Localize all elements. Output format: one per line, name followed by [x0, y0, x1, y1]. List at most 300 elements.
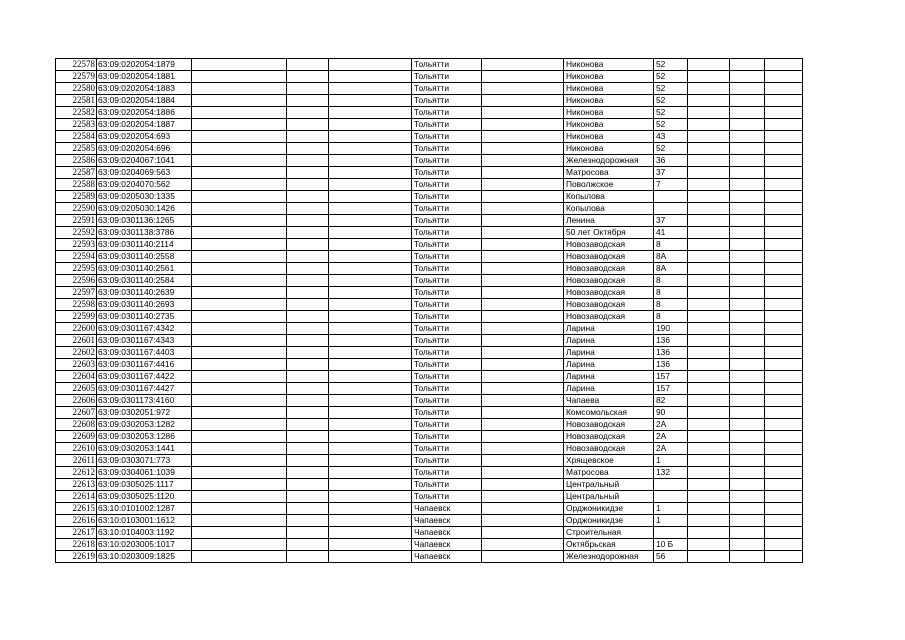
cell-row-number: 22602 [56, 347, 97, 359]
cell-col-g [482, 407, 564, 419]
cell-col-l [765, 371, 803, 383]
cell-house-number: 136 [654, 335, 688, 347]
cell-col-j [688, 371, 730, 383]
table-row [56, 371, 803, 383]
cell-house-number: 82 [654, 395, 688, 407]
cell-street: Орджоникидзе [564, 503, 654, 515]
spreadsheet-table [55, 58, 803, 563]
table-row [56, 383, 803, 395]
cell-col-k [730, 371, 765, 383]
cell-col-e [329, 455, 412, 467]
cell-col-e [329, 275, 412, 287]
cell-house-number: 7 [654, 179, 688, 191]
cell-city: Тольятти [412, 263, 482, 275]
cell-row-number: 22609 [56, 431, 97, 443]
cell-city: Тольятти [412, 371, 482, 383]
table-row [56, 191, 803, 203]
cell-street: Новозаводская [564, 311, 654, 323]
cell-col-c [192, 539, 287, 551]
cell-cadastral-number: 63:09:0204070:562 [97, 179, 192, 191]
cell-city: Тольятти [412, 239, 482, 251]
table-row [56, 203, 803, 215]
cell-row-number: 22593 [56, 239, 97, 251]
cell-col-d [287, 527, 329, 539]
cell-col-j [688, 479, 730, 491]
cell-row-number: 22607 [56, 407, 97, 419]
cell-col-g [482, 503, 564, 515]
cell-col-d [287, 107, 329, 119]
cell-col-l [765, 167, 803, 179]
cell-col-d [287, 335, 329, 347]
cell-city: Тольятти [412, 119, 482, 131]
cell-col-j [688, 299, 730, 311]
cell-col-d [287, 215, 329, 227]
cell-col-g [482, 359, 564, 371]
cell-col-l [765, 251, 803, 263]
cell-city: Тольятти [412, 227, 482, 239]
cell-col-j [688, 275, 730, 287]
cell-street: Никонова [564, 71, 654, 83]
cell-col-c [192, 131, 287, 143]
cell-cadastral-number: 63:09:0301167:4422 [97, 371, 192, 383]
cell-row-number: 22619 [56, 551, 97, 563]
cell-row-number: 22578 [56, 59, 97, 71]
cell-col-g [482, 143, 564, 155]
cell-row-number: 22592 [56, 227, 97, 239]
cell-col-e [329, 119, 412, 131]
cell-city: Тольятти [412, 155, 482, 167]
cell-row-number: 22608 [56, 419, 97, 431]
cell-row-number: 22599 [56, 311, 97, 323]
table-row [56, 359, 803, 371]
cell-col-g [482, 371, 564, 383]
cell-city: Чапаевск [412, 551, 482, 563]
cell-col-c [192, 431, 287, 443]
cell-col-l [765, 503, 803, 515]
cell-row-number: 22581 [56, 95, 97, 107]
cell-col-k [730, 287, 765, 299]
table-row [56, 443, 803, 455]
cell-col-l [765, 191, 803, 203]
cell-col-c [192, 383, 287, 395]
cell-col-g [482, 515, 564, 527]
cell-row-number: 22617 [56, 527, 97, 539]
cell-col-l [765, 59, 803, 71]
cell-col-g [482, 419, 564, 431]
cell-col-e [329, 323, 412, 335]
cell-col-j [688, 143, 730, 155]
cell-cadastral-number: 63:09:0204069:563 [97, 167, 192, 179]
cell-row-number: 22587 [56, 167, 97, 179]
cell-row-number: 22613 [56, 479, 97, 491]
cell-house-number: 2А [654, 431, 688, 443]
cell-cadastral-number: 63:09:0301140:2584 [97, 275, 192, 287]
cell-col-k [730, 239, 765, 251]
cell-col-e [329, 539, 412, 551]
cell-cadastral-number: 63:09:0202054:1883 [97, 83, 192, 95]
cell-col-c [192, 347, 287, 359]
cell-col-c [192, 503, 287, 515]
cell-city: Тольятти [412, 383, 482, 395]
cell-cadastral-number: 63:09:0302053:1441 [97, 443, 192, 455]
cell-col-k [730, 491, 765, 503]
cell-col-k [730, 311, 765, 323]
cell-house-number: 37 [654, 215, 688, 227]
cell-row-number: 22597 [56, 287, 97, 299]
cell-house-number: 52 [654, 95, 688, 107]
cell-city: Тольятти [412, 59, 482, 71]
cell-city: Тольятти [412, 311, 482, 323]
cell-row-number: 22610 [56, 443, 97, 455]
cell-col-c [192, 71, 287, 83]
cell-col-d [287, 383, 329, 395]
cell-col-k [730, 359, 765, 371]
cell-col-l [765, 407, 803, 419]
cell-col-j [688, 455, 730, 467]
cell-col-j [688, 59, 730, 71]
cell-house-number: 8 [654, 275, 688, 287]
cell-col-c [192, 551, 287, 563]
cell-col-k [730, 419, 765, 431]
cell-house-number: 1 [654, 455, 688, 467]
cell-col-c [192, 143, 287, 155]
cell-cadastral-number: 63:09:0301173:4160 [97, 395, 192, 407]
table-row [56, 491, 803, 503]
cell-city: Тольятти [412, 479, 482, 491]
table-row [56, 431, 803, 443]
cell-cadastral-number: 63:09:0301140:2735 [97, 311, 192, 323]
cell-col-l [765, 395, 803, 407]
cell-city: Тольятти [412, 107, 482, 119]
cell-col-c [192, 395, 287, 407]
table-row [56, 419, 803, 431]
cell-col-c [192, 119, 287, 131]
cell-col-d [287, 467, 329, 479]
table-row [56, 239, 803, 251]
cell-house-number: 52 [654, 119, 688, 131]
cell-col-k [730, 443, 765, 455]
cell-col-c [192, 203, 287, 215]
cell-col-k [730, 431, 765, 443]
cell-house-number: 52 [654, 71, 688, 83]
cell-col-e [329, 515, 412, 527]
cell-col-d [287, 347, 329, 359]
cell-col-j [688, 383, 730, 395]
cell-city: Тольятти [412, 251, 482, 263]
cell-row-number: 22586 [56, 155, 97, 167]
table-row [56, 59, 803, 71]
cell-col-e [329, 431, 412, 443]
cell-street: Ларина [564, 359, 654, 371]
cell-col-e [329, 311, 412, 323]
cell-col-e [329, 263, 412, 275]
cell-cadastral-number: 63:09:0305025:1120 [97, 491, 192, 503]
cell-col-g [482, 59, 564, 71]
cell-col-g [482, 83, 564, 95]
cell-street: Никонова [564, 119, 654, 131]
cell-col-d [287, 275, 329, 287]
cell-row-number: 22585 [56, 143, 97, 155]
cell-col-g [482, 311, 564, 323]
cell-col-c [192, 443, 287, 455]
cell-street: Новозаводская [564, 263, 654, 275]
cell-street: Строительная [564, 527, 654, 539]
cell-cadastral-number: 63:09:0202054:1886 [97, 107, 192, 119]
cell-col-k [730, 119, 765, 131]
cell-col-j [688, 287, 730, 299]
cell-col-d [287, 395, 329, 407]
cell-col-j [688, 95, 730, 107]
cell-col-d [287, 515, 329, 527]
cell-city: Тольятти [412, 467, 482, 479]
cell-col-k [730, 251, 765, 263]
cell-house-number: 56 [654, 551, 688, 563]
cell-cadastral-number: 63:09:0301140:2639 [97, 287, 192, 299]
cell-row-number: 22584 [56, 131, 97, 143]
cell-col-e [329, 299, 412, 311]
cell-city: Тольятти [412, 431, 482, 443]
cell-street: Копылова [564, 191, 654, 203]
cell-col-l [765, 287, 803, 299]
cell-city: Тольятти [412, 443, 482, 455]
cell-city: Чапаевск [412, 515, 482, 527]
cell-row-number: 22588 [56, 179, 97, 191]
cell-col-j [688, 335, 730, 347]
cell-col-d [287, 191, 329, 203]
cell-city: Тольятти [412, 407, 482, 419]
table-row [56, 83, 803, 95]
cell-col-l [765, 95, 803, 107]
cell-col-k [730, 155, 765, 167]
cell-col-k [730, 467, 765, 479]
cell-col-e [329, 467, 412, 479]
cell-cadastral-number: 63:09:0303071:773 [97, 455, 192, 467]
cell-cadastral-number: 63:10:0104003:1192 [97, 527, 192, 539]
cell-col-k [730, 203, 765, 215]
cell-col-d [287, 227, 329, 239]
cell-cadastral-number: 63:09:0302051:972 [97, 407, 192, 419]
cell-street: Ларина [564, 323, 654, 335]
cell-house-number: 52 [654, 59, 688, 71]
table-row [56, 455, 803, 467]
table-row [56, 299, 803, 311]
cell-row-number: 22618 [56, 539, 97, 551]
cell-street: Орджоникидзе [564, 515, 654, 527]
cell-col-g [482, 335, 564, 347]
cell-col-e [329, 395, 412, 407]
cell-col-g [482, 539, 564, 551]
cell-col-c [192, 335, 287, 347]
cell-col-l [765, 203, 803, 215]
cell-col-k [730, 143, 765, 155]
cell-col-c [192, 95, 287, 107]
cell-street: Новозаводская [564, 239, 654, 251]
cell-col-c [192, 287, 287, 299]
cell-house-number: 52 [654, 143, 688, 155]
cell-col-c [192, 239, 287, 251]
cell-col-j [688, 491, 730, 503]
cell-row-number: 22606 [56, 395, 97, 407]
cell-col-j [688, 179, 730, 191]
table-row [56, 311, 803, 323]
cell-col-l [765, 431, 803, 443]
cell-city: Тольятти [412, 347, 482, 359]
cell-col-d [287, 263, 329, 275]
cell-col-g [482, 323, 564, 335]
cell-col-c [192, 251, 287, 263]
cell-col-k [730, 407, 765, 419]
cell-col-d [287, 311, 329, 323]
cell-col-d [287, 455, 329, 467]
cell-col-j [688, 503, 730, 515]
cell-row-number: 22591 [56, 215, 97, 227]
table-row [56, 551, 803, 563]
cell-street: Никонова [564, 131, 654, 143]
cell-street: Поволжское [564, 179, 654, 191]
cell-col-g [482, 203, 564, 215]
table-row [56, 131, 803, 143]
cell-col-c [192, 479, 287, 491]
cell-col-l [765, 347, 803, 359]
cell-col-c [192, 371, 287, 383]
cell-col-d [287, 359, 329, 371]
cell-row-number: 22616 [56, 515, 97, 527]
cell-cadastral-number: 63:09:0202054:1881 [97, 71, 192, 83]
cell-col-g [482, 191, 564, 203]
cell-house-number: 2А [654, 443, 688, 455]
cell-col-j [688, 227, 730, 239]
cell-col-c [192, 215, 287, 227]
cell-city: Тольятти [412, 359, 482, 371]
cell-street: Новозаводская [564, 251, 654, 263]
cell-col-c [192, 179, 287, 191]
cell-row-number: 22612 [56, 467, 97, 479]
cell-col-g [482, 395, 564, 407]
cell-col-j [688, 359, 730, 371]
cell-col-l [765, 419, 803, 431]
cell-col-e [329, 347, 412, 359]
cell-col-k [730, 515, 765, 527]
cell-house-number: 52 [654, 83, 688, 95]
cell-col-c [192, 191, 287, 203]
cell-col-e [329, 503, 412, 515]
cell-col-l [765, 239, 803, 251]
cell-house-number [654, 479, 688, 491]
cell-city: Тольятти [412, 203, 482, 215]
cell-col-g [482, 251, 564, 263]
table-row [56, 143, 803, 155]
cell-col-c [192, 227, 287, 239]
cell-col-j [688, 251, 730, 263]
cell-street: 50 лет Октября [564, 227, 654, 239]
cell-house-number: 1 [654, 503, 688, 515]
cell-col-d [287, 239, 329, 251]
cell-col-k [730, 503, 765, 515]
cell-col-k [730, 263, 765, 275]
cell-col-j [688, 83, 730, 95]
cell-row-number: 22603 [56, 359, 97, 371]
cell-col-k [730, 131, 765, 143]
cell-col-d [287, 143, 329, 155]
cell-house-number: 43 [654, 131, 688, 143]
cell-col-e [329, 155, 412, 167]
cell-col-c [192, 323, 287, 335]
table-row [56, 167, 803, 179]
cell-col-l [765, 179, 803, 191]
cell-row-number: 22604 [56, 371, 97, 383]
cell-col-l [765, 155, 803, 167]
cell-house-number: 8 [654, 311, 688, 323]
cell-house-number: 157 [654, 383, 688, 395]
cell-col-k [730, 227, 765, 239]
cell-col-e [329, 239, 412, 251]
cell-house-number: 157 [654, 371, 688, 383]
cell-row-number: 22601 [56, 335, 97, 347]
cell-col-c [192, 59, 287, 71]
table-row [56, 107, 803, 119]
cell-cadastral-number: 63:09:0301138:3786 [97, 227, 192, 239]
cell-col-d [287, 407, 329, 419]
cell-col-d [287, 167, 329, 179]
cell-city: Тольятти [412, 191, 482, 203]
cell-cadastral-number: 63:09:0202054:1879 [97, 59, 192, 71]
cell-street: Хрящевское [564, 455, 654, 467]
cell-city: Тольятти [412, 335, 482, 347]
cell-col-g [482, 455, 564, 467]
cell-col-e [329, 191, 412, 203]
cell-col-k [730, 191, 765, 203]
cell-cadastral-number: 63:09:0302053:1282 [97, 419, 192, 431]
cell-street: Комсомольская [564, 407, 654, 419]
cell-cadastral-number: 63:09:0301167:4427 [97, 383, 192, 395]
cell-col-e [329, 371, 412, 383]
table-row [56, 95, 803, 107]
cell-col-g [482, 551, 564, 563]
cell-col-e [329, 479, 412, 491]
cell-col-c [192, 419, 287, 431]
cell-col-e [329, 359, 412, 371]
cell-col-k [730, 383, 765, 395]
cell-row-number: 22582 [56, 107, 97, 119]
cell-col-g [482, 479, 564, 491]
table-row [56, 263, 803, 275]
cell-col-l [765, 323, 803, 335]
cell-col-g [482, 155, 564, 167]
cell-col-e [329, 131, 412, 143]
cell-col-j [688, 323, 730, 335]
cell-city: Чапаевск [412, 503, 482, 515]
cell-col-e [329, 287, 412, 299]
cell-col-e [329, 527, 412, 539]
cell-col-e [329, 251, 412, 263]
cell-col-j [688, 155, 730, 167]
cell-col-d [287, 419, 329, 431]
cell-col-k [730, 275, 765, 287]
cell-col-d [287, 539, 329, 551]
cell-col-k [730, 95, 765, 107]
cell-col-g [482, 215, 564, 227]
cell-col-j [688, 467, 730, 479]
table-row [56, 335, 803, 347]
cell-col-j [688, 443, 730, 455]
cell-house-number: 190 [654, 323, 688, 335]
cell-city: Тольятти [412, 167, 482, 179]
cell-col-l [765, 299, 803, 311]
cell-col-e [329, 443, 412, 455]
cell-cadastral-number: 63:09:0202054:696 [97, 143, 192, 155]
cell-col-j [688, 167, 730, 179]
cell-col-k [730, 335, 765, 347]
